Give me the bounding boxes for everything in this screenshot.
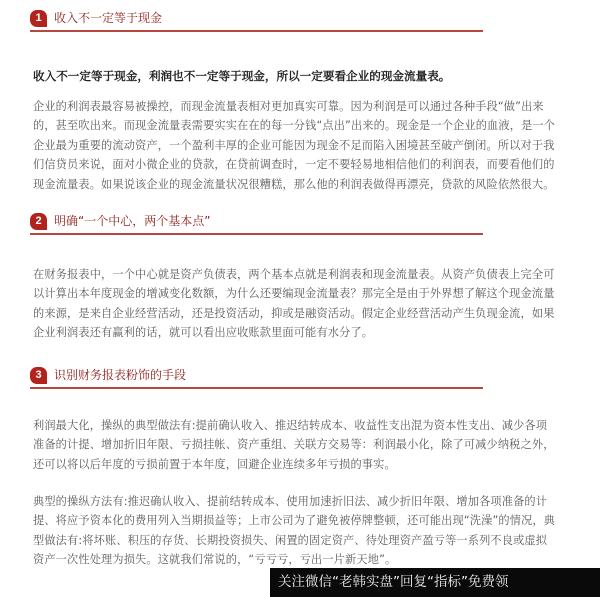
section-2-header: [30, 211, 483, 235]
section-3-paragraph-2: 典型的操纵方法有:推迟确认收入、提前结转成本、使用加速折旧法、减少折旧年限、增加各项准备的计提、将应予资本化的费用列入当期损益等；上市公司为了避免被停牌整顿，还可能出现“洗澡”的情况，典型做法有:将坏账、积压的存货、长期投资损失、闲置的固定资产、待处理资产盈亏等一系列不良或虚拟资产一次性处理为损失。这就我们常说的，“亏亏亏，亏出一片新天地”。: [33, 495, 556, 567]
section-number-badge: 1: [30, 10, 47, 27]
section-1-lead: 收入不一定等于现金，利润也不一定等于现金，所以一定要看企业的现金流量表。: [33, 69, 451, 83]
section-3-header: [30, 365, 483, 389]
section-number-badge: 3: [30, 367, 47, 384]
section-1-header: [30, 8, 483, 32]
section-2-title: 明确“一个中心，两个基本点”: [54, 214, 211, 228]
section-2-paragraph: 在财务报表中，一个中心就是资产负债表，两个基本点就是利润表和现金流量表。从资产负债表上完全可以计算出本年度现金的增减变化数额，为什么还要编现金流量表？那完全是由于外界想了解这个现金流量的来源，是来自企业经营活动，还是投资活动，抑或是融资活动。假定企业经营活动产生负现金流，如果企业利润表还有赢利的话，就可以看出应收账款里面可能有水分了。: [33, 268, 555, 340]
section-3-paragraph-1: 利润最大化，操纵的典型做法有:提前确认收入、推迟结转成本、收益性支出混为资本性支出、减少各项准备的计提、增加折旧年限、亏损挂帐、资产重组、关联方交易等：利润最小化，除了可减少纳税之外，还可以将以后年度的亏损前置于本年度，回避企业连续多年亏损的事实。: [33, 419, 555, 471]
section-1-paragraph: 企业的利润表最容易被操控，而现金流量表相对更加真实可靠。因为利润是可以通过各种手段“做”出来的，甚至吹出来。而现金流量表需要实实在在的每一分钱“点出”出来的。现金是一个企业的血液，是一个企业最为重要的流动资产，一个盈利丰厚的企业可能因为现金不足而陷入困境甚至破产倒闭。所以对于我们信贷员来说，面对小微企业的贷款，在贷前调查时，一定不要轻易地相信他们的利润表，而要看他们的现金流量表。如果说该企业的现金流量状况很糟糕，那么他的利润表做得再漂亮，贷款的风险依然很大。: [33, 100, 556, 191]
section-number-badge: 2: [30, 213, 47, 230]
wechat-promo-banner: 关注微信“老韩实盘”回复“指标”免费领: [270, 568, 600, 597]
section-1-title: 收入不一定等于现金: [54, 11, 163, 25]
section-3-title: 识别财务报表粉饰的手段: [54, 368, 187, 382]
